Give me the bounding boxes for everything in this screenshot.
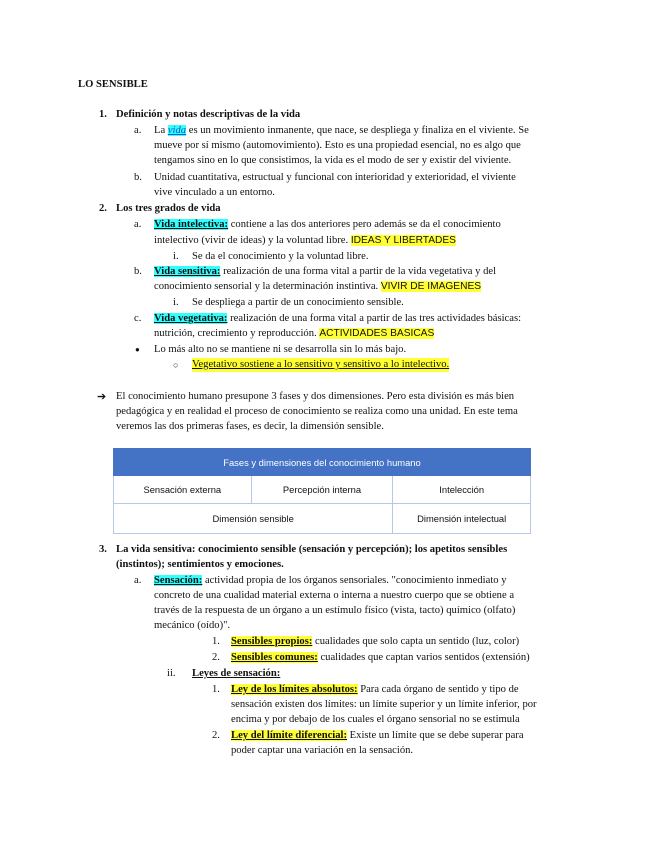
table-header-row	[114, 449, 531, 476]
text: realización de una forma vital a partir de las tres actividades básicas:	[230, 313, 522, 324]
table-cell: Sensación externa	[114, 476, 252, 504]
bullet-icon: ●	[135, 345, 140, 354]
table-cell: Dimensión intelectual	[393, 504, 531, 534]
item-label: 1.	[212, 636, 220, 647]
text: Existe un límite que se debe superar para	[349, 730, 524, 741]
sensacion-line-3: través de la respuesta de un órgano a un estímulo físico (vista, tacto) químico (olfato)	[154, 605, 516, 616]
sensacion-line-2: concreto de una cualidad material externa o interna a nuestro cuerpo que se obtiene a	[154, 590, 515, 601]
section-1-a-line-1	[154, 124, 529, 138]
arrow-line-3: veremos las dos primeras fases, es decir, la dimensión sensible.	[116, 421, 384, 432]
section-3-number: 3.	[99, 544, 107, 555]
term: Ley del límite diferencial:	[231, 730, 348, 741]
section-1-number: 1.	[99, 109, 107, 120]
ley-diferencial-line-2: poder captar una variación en la sensación.	[231, 745, 414, 756]
ley-limites-line-2: sensación existen dos límites: un límite superior y un límite inferior, por	[231, 699, 537, 710]
item-label: 1.	[212, 684, 220, 695]
vida-sensitiva-line-1	[154, 265, 496, 279]
item-label: 2.	[212, 652, 220, 663]
vida-intelectiva-sub: Se da el conocimiento y la voluntad libre.	[192, 251, 369, 262]
text: realización de una forma vital a partir de la vida vegetativa y del	[223, 266, 497, 277]
text: actividad propia de los órganos sensoriales. "conocimiento inmediato y	[204, 575, 507, 586]
term: Vida vegetativa:	[154, 313, 228, 324]
leyes-heading: Leyes de sensación:	[192, 668, 281, 679]
item-label: i.	[173, 251, 179, 262]
vida-sensitiva-sub: Se despliega a partir de un conocimiento sensible.	[192, 297, 404, 308]
arrow-icon: ➔	[97, 391, 107, 403]
section-1-b-line-1: Unidad cuantitativa, estructual y funcional con interioridad y exterioridad, el viviente	[154, 172, 516, 183]
ley-limites-line-3: encima y por debajo de los cuales el órgano sensorial no se estimula	[231, 714, 520, 725]
table-cell: Intelección	[393, 476, 531, 504]
item-label: i.	[173, 297, 179, 308]
section-1-a-line-3: tengamos sino en lo que consistimos, la vida es el modo de ser y existir del viviente.	[154, 155, 512, 166]
ley-limites-line-1	[231, 683, 519, 697]
arrow-line-1: El conocimiento humano presupone 3 fases y dos dimensiones. Pero esta división es más bien	[116, 391, 515, 402]
vida-intelectiva-line-1	[154, 218, 501, 232]
table-row	[114, 476, 531, 504]
arrow-line-2: pedagógica y en realidad el proceso de conocimiento se realiza como una unidad. En este tema	[116, 406, 518, 417]
table-cell: Dimensión sensible	[114, 504, 393, 534]
ley-diferencial-line-1	[231, 729, 524, 743]
item-label: a.	[134, 219, 142, 230]
text: contiene a las dos anteriores pero además se da el conocimiento	[230, 219, 501, 230]
tag-highlight: VIVIR DE IMAGENES	[380, 281, 482, 292]
bullet-text: Lo más alto no se mantiene ni se desarrolla sin lo más bajo.	[154, 344, 407, 355]
text: cualidades que captan varios sentidos (extensión)	[320, 652, 530, 663]
table-header: Fases y dimensiones del conocimiento humano	[114, 449, 531, 476]
term: Sensación:	[154, 575, 203, 586]
text: es un movimiento inmanente, que nace, se despliega y finaliza en el viviente. Se	[188, 125, 529, 136]
vida-vegetativa-line-1	[154, 312, 521, 326]
term: Vida intelectiva:	[154, 219, 229, 230]
term: Vida sensitiva:	[154, 266, 221, 277]
text: nutrición, crecimiento y reproducción.	[154, 328, 317, 339]
vida-sensitiva-line-2	[154, 280, 481, 294]
page-title: LO SENSIBLE	[78, 79, 148, 90]
table-row	[114, 504, 531, 534]
text: La	[154, 125, 166, 136]
item-label: c.	[134, 313, 142, 324]
sensibles-propios	[231, 635, 519, 649]
text: intelectivo (vivir de ideas) y la voluntad libre.	[154, 235, 349, 246]
section-3-heading-line-2: (instintos); sentimientos y emociones.	[116, 559, 284, 570]
section-3-heading-line-1: La vida sensitiva: conocimiento sensible (sensación y percepción); los apetitos sensibles	[116, 544, 508, 555]
section-2-number: 2.	[99, 203, 107, 214]
section-1-a-line-2: mueve por sí mismo (automovimiento). Esto es una propiedad esencial, no es algo que	[154, 140, 521, 151]
sub-bullet-icon: ○	[173, 360, 179, 370]
text: cualidades que solo capta un sentido (luz, color)	[315, 636, 520, 647]
table-cell: Percepción interna	[251, 476, 393, 504]
section-2-heading: Los tres grados de vida	[116, 203, 221, 214]
item-label: ii.	[167, 668, 176, 679]
section-1-b-line-2: vive vinculado a un entorno.	[154, 187, 275, 198]
item-label: b.	[134, 172, 142, 183]
item-label: 2.	[212, 730, 220, 741]
item-label: a.	[134, 575, 142, 586]
term: Sensibles propios:	[231, 636, 313, 647]
tag-highlight: ACTIVIDADES BASICAS	[319, 328, 435, 339]
vida-vegetativa-line-2	[154, 327, 434, 341]
sensacion-line-4: mecánico (oído)".	[154, 620, 231, 631]
tag-highlight: IDEAS Y LIBERTADES	[350, 235, 456, 246]
phases-table	[113, 448, 531, 534]
sensibles-comunes	[231, 651, 530, 665]
term: Ley de los límites absolutos:	[231, 684, 358, 695]
sensacion-line-1	[154, 574, 507, 588]
item-label: b.	[134, 266, 142, 277]
vida-intelectiva-line-2	[154, 234, 456, 248]
item-label: a.	[134, 125, 142, 136]
sub-bullet-text: Vegetativo sostiene a lo sensitivo y sensitivo a lo intelectivo.	[192, 359, 450, 370]
vida-link[interactable]: vida	[167, 125, 187, 136]
text: Para cada órgano de sentido y tipo de	[360, 684, 519, 695]
term: Sensibles comunes:	[231, 652, 318, 663]
section-1-heading: Definición y notas descriptivas de la vida	[116, 109, 301, 120]
text: conocimiento sensorial y la determinación instintiva.	[154, 281, 379, 292]
